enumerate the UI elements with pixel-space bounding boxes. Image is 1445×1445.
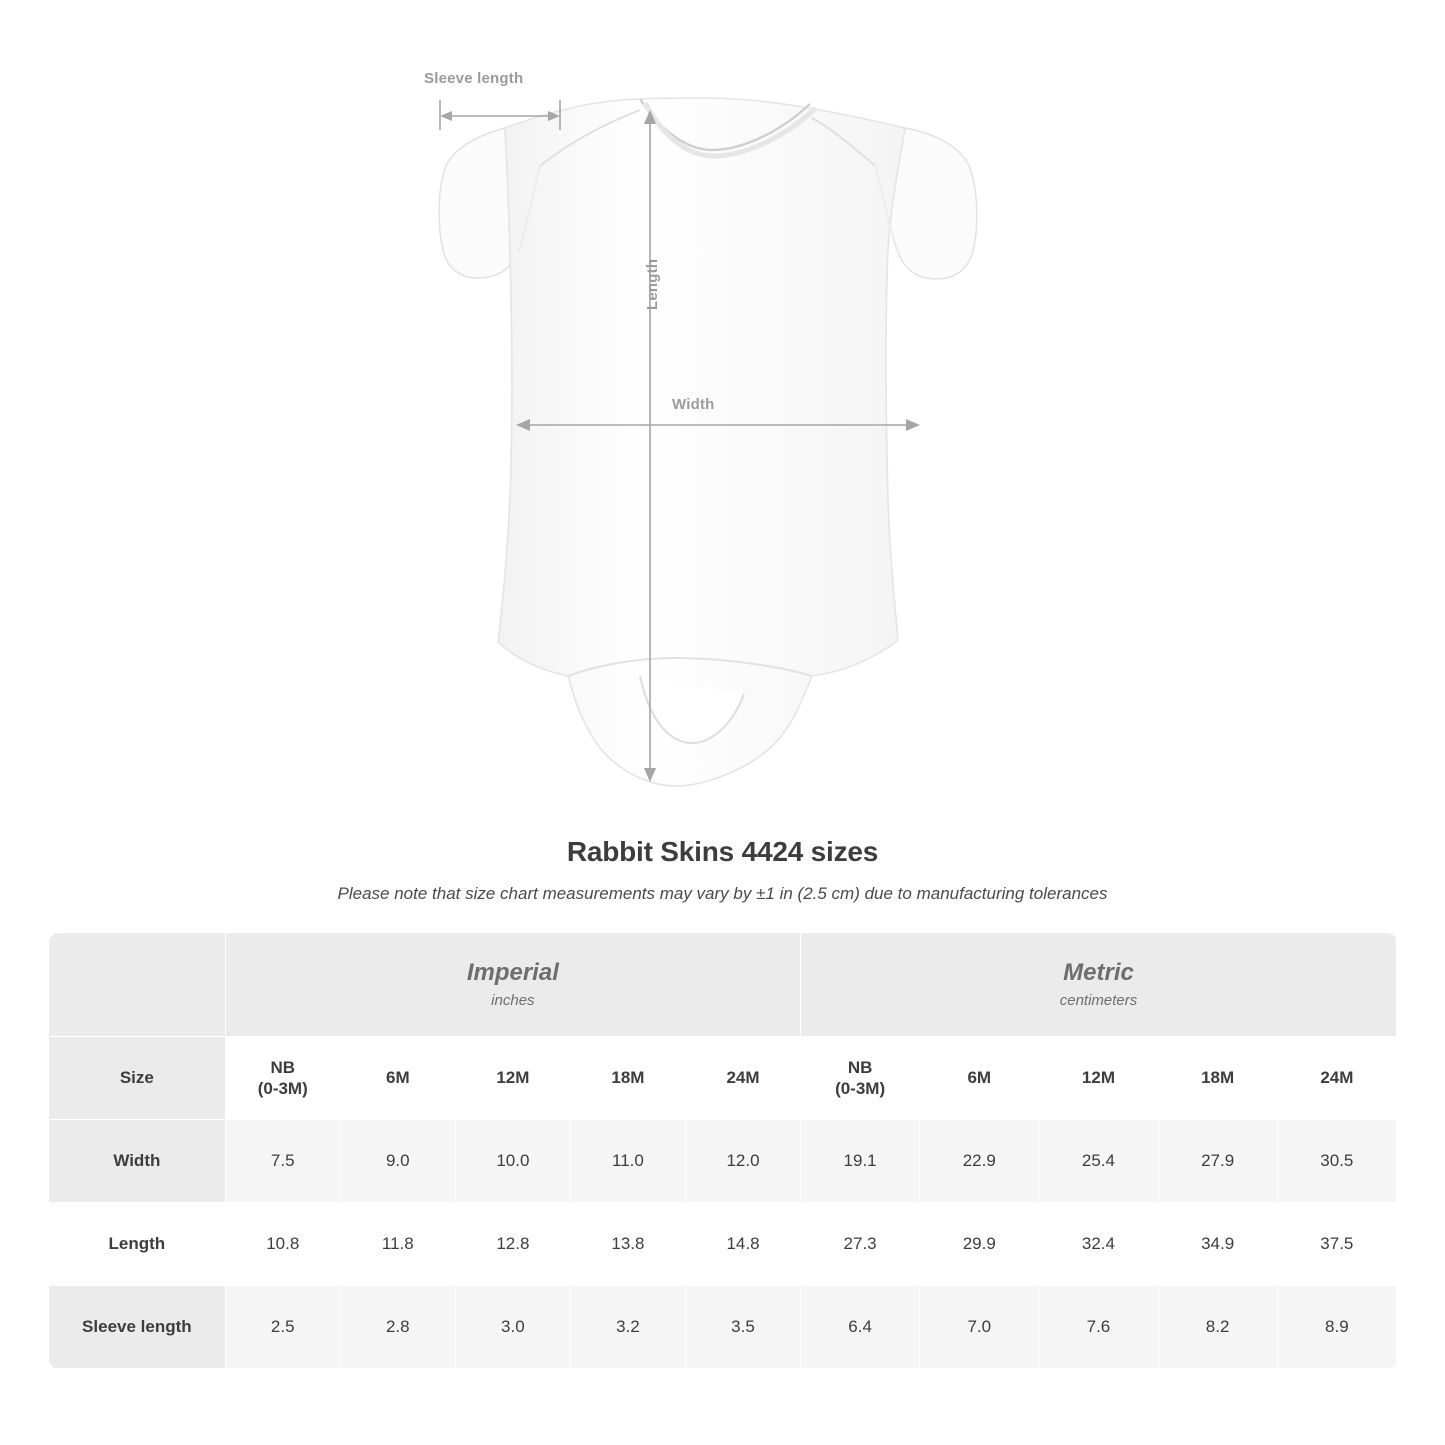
row-label-length: Length — [49, 1203, 226, 1286]
cell-sleeve-metric-6m: 7.0 — [920, 1286, 1039, 1369]
cell-width-metric-12m: 25.4 — [1039, 1120, 1158, 1203]
unit-group-metric-sub: centimeters — [1059, 992, 1138, 1010]
unit-group-imperial-sub: inches — [491, 992, 535, 1010]
cell-length-metric-12m: 32.4 — [1039, 1203, 1158, 1286]
cell-width-imperial-12m: 10.0 — [455, 1120, 570, 1203]
cell-width-imperial-nb: 7.5 — [225, 1120, 340, 1203]
cell-length-metric-6m: 29.9 — [920, 1203, 1039, 1286]
cell-width-metric-24m: 30.5 — [1277, 1120, 1396, 1203]
cell-length-metric-18m: 34.9 — [1158, 1203, 1277, 1286]
column-header-line2: (0-3M) — [835, 1079, 886, 1098]
cell-sleeve-metric-24m: 8.9 — [1277, 1286, 1396, 1369]
cell-width-imperial-24m: 12.0 — [685, 1120, 800, 1203]
table-row — [49, 1286, 1397, 1369]
cell-length-imperial-18m: 13.8 — [570, 1203, 685, 1286]
column-header-imperial-6m: 6M — [340, 1037, 455, 1120]
column-header-metric-nb — [801, 1037, 920, 1120]
column-header-metric-12m: 12M — [1039, 1037, 1158, 1120]
column-header-imperial-18m: 18M — [570, 1037, 685, 1120]
cell-sleeve-metric-18m: 8.2 — [1158, 1286, 1277, 1369]
row-label-sleeve-length: Sleeve length — [49, 1286, 226, 1369]
cell-sleeve-imperial-18m: 3.2 — [570, 1286, 685, 1369]
cell-width-metric-nb: 19.1 — [801, 1120, 920, 1203]
length-dimension-label: Length — [644, 258, 661, 310]
row-label-width: Width — [49, 1120, 226, 1203]
column-header-metric-24m: 24M — [1277, 1037, 1396, 1120]
cell-sleeve-imperial-nb: 2.5 — [225, 1286, 340, 1369]
cell-sleeve-metric-12m: 7.6 — [1039, 1286, 1158, 1369]
width-dimension-label: Width — [672, 396, 715, 413]
unit-group-metric-name: Metric — [1063, 958, 1134, 986]
table-row — [49, 1120, 1397, 1203]
unit-group-metric — [801, 933, 1397, 1037]
cell-length-imperial-24m: 14.8 — [685, 1203, 800, 1286]
cell-length-imperial-6m: 11.8 — [340, 1203, 455, 1286]
column-header-line1: NB — [270, 1057, 296, 1077]
sleeve-length-dimension-label: Sleeve length — [424, 70, 524, 87]
cell-sleeve-imperial-6m: 2.8 — [340, 1286, 455, 1369]
cell-width-imperial-6m: 9.0 — [340, 1120, 455, 1203]
unit-blank-cell — [49, 933, 226, 1037]
column-header-line2: (0-3M) — [257, 1079, 308, 1098]
size-table — [48, 932, 1397, 1369]
cell-width-imperial-18m: 11.0 — [570, 1120, 685, 1203]
cell-sleeve-imperial-24m: 3.5 — [685, 1286, 800, 1369]
tolerance-note: Please note that size chart measurements may vary by ±1 in (2.5 cm) due to manufacturing tolerances — [337, 884, 1108, 903]
cell-length-metric-nb: 27.3 — [801, 1203, 920, 1286]
column-header-metric-6m: 6M — [920, 1037, 1039, 1120]
cell-width-metric-6m: 22.9 — [920, 1120, 1039, 1203]
table-row — [49, 1203, 1397, 1286]
size-column-header: Size — [49, 1037, 226, 1120]
unit-group-imperial-name: Imperial — [466, 958, 559, 986]
column-header-metric-18m: 18M — [1158, 1037, 1277, 1120]
cell-length-metric-24m: 37.5 — [1277, 1203, 1396, 1286]
page-title: Rabbit Skins 4424 sizes — [566, 836, 879, 867]
column-header-imperial-nb — [225, 1037, 340, 1120]
unit-group-row — [49, 933, 1397, 1037]
size-table-wrap — [48, 932, 1397, 1369]
column-header-line1: NB — [847, 1057, 873, 1077]
column-header-imperial-12m: 12M — [455, 1037, 570, 1120]
cell-sleeve-imperial-12m: 3.0 — [455, 1286, 570, 1369]
cell-length-imperial-12m: 12.8 — [455, 1203, 570, 1286]
cell-length-imperial-nb: 10.8 — [225, 1203, 340, 1286]
column-header-row — [49, 1037, 1397, 1120]
cell-width-metric-18m: 27.9 — [1158, 1120, 1277, 1203]
column-header-imperial-24m: 24M — [685, 1037, 800, 1120]
title-block — [0, 836, 1445, 904]
unit-group-imperial — [225, 933, 800, 1037]
cell-sleeve-metric-nb: 6.4 — [801, 1286, 920, 1369]
